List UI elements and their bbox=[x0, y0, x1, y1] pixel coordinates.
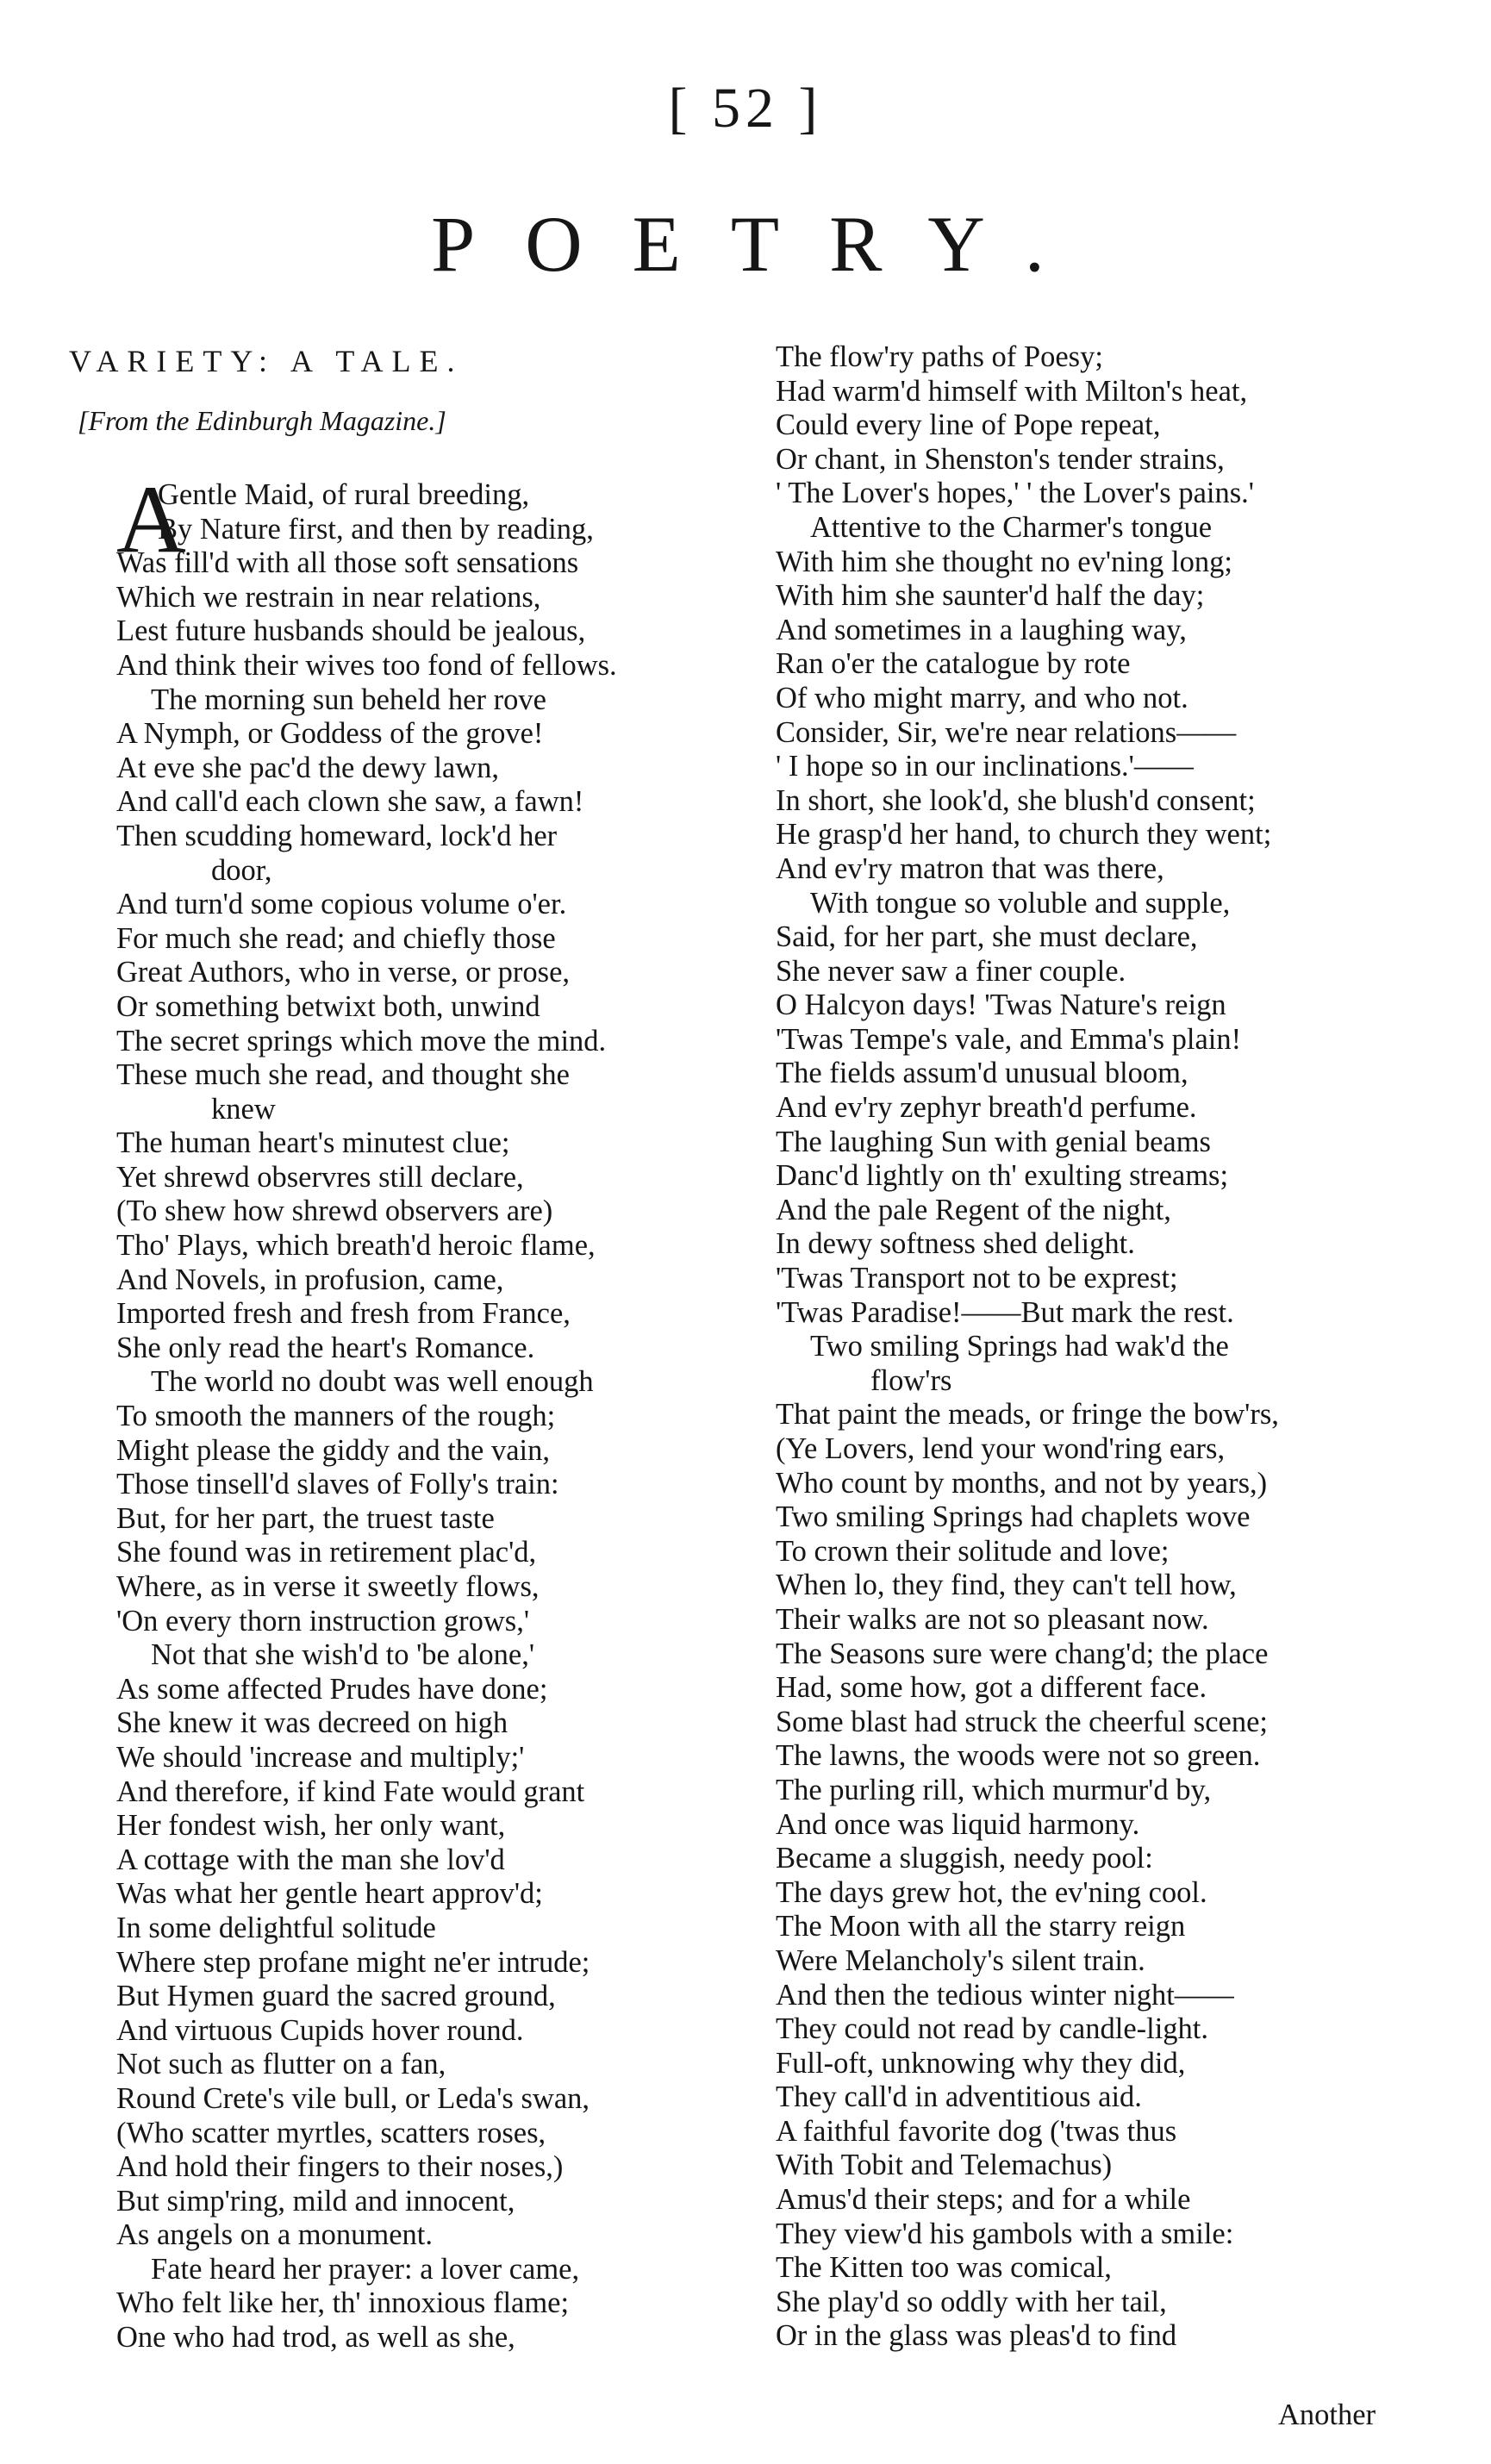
poem-line: But simp'ring, mild and innocent, bbox=[116, 2184, 515, 2218]
poem-source: [From the Edinburgh Magazine.] bbox=[78, 405, 446, 436]
left-column bbox=[116, 466, 771, 2355]
poem-line: One who had trod, as well as she, bbox=[116, 2321, 515, 2355]
poem-line: Was what her gentle heart approv'd; bbox=[116, 1877, 543, 1911]
poem-line: The human heart's minutest clue; bbox=[116, 1126, 510, 1160]
poem-line: Two smiling Springs had wak'd the bbox=[810, 1330, 1229, 1363]
poem-line: With tongue so voluble and supple, bbox=[810, 886, 1231, 920]
poem-line: And think their wives too fond of fellows. bbox=[116, 648, 617, 682]
poem-line: She play'd so oddly with her tail, bbox=[776, 2285, 1167, 2318]
poem-line: The laughing Sun with genial beams bbox=[776, 1125, 1211, 1158]
poem-line: The Seasons sure were chang'd; the place bbox=[776, 1637, 1269, 1670]
poem-line: But, for her part, the truest taste bbox=[116, 1501, 495, 1535]
poem-line: The Kitten too was comical, bbox=[776, 2251, 1112, 2285]
poem-line: Said, for her part, she must declare, bbox=[776, 920, 1198, 954]
poem-line: A cottage with the man she lov'd bbox=[116, 1843, 505, 1876]
poem-line: Ran o'er the catalogue by rote bbox=[776, 647, 1131, 681]
poem-line: And hold their fingers to their noses,) bbox=[116, 2150, 564, 2184]
poem-line: Tho' Plays, which breath'd heroic flame, bbox=[116, 1229, 596, 1263]
page-heading: POETRY. bbox=[431, 200, 1095, 288]
poem-line: She only read the heart's Romance. bbox=[116, 1331, 535, 1364]
poem-line: And call'd each clown she saw, a fawn! bbox=[116, 785, 584, 819]
poem-line: The purling rill, which murmur'd by, bbox=[776, 1773, 1212, 1806]
poem-line: Where, as in verse it sweetly flows, bbox=[116, 1570, 540, 1603]
poem-line: Great Authors, who in verse, or prose, bbox=[116, 956, 571, 989]
poem-line: That paint the meads, or fringe the bow'rs, bbox=[776, 1398, 1279, 1432]
poem-line: Not such as flutter on a fan, bbox=[116, 2048, 446, 2081]
poem-line: Danc'd lightly on th' exulting streams; bbox=[776, 1159, 1229, 1193]
poem-line: (Ye Lovers, lend your wond'ring ears, bbox=[776, 1432, 1226, 1465]
poem-line: These much she read, and thought she bbox=[116, 1058, 570, 1092]
poem-line: Full-oft, unknowing why they did, bbox=[776, 2046, 1186, 2080]
poem-line: Those tinsell'd slaves of Folly's train: bbox=[116, 1468, 559, 1501]
poem-line: Might please the giddy and the vain, bbox=[116, 1433, 551, 1467]
poem-line: In dewy softness shed delight. bbox=[776, 1227, 1135, 1261]
poem-line: Of who might marry, and who not. bbox=[776, 681, 1188, 714]
poem-line: ' I hope so in our inclinations.'—— bbox=[776, 750, 1194, 783]
poem-line: Which we restrain in near relations, bbox=[116, 580, 541, 614]
poem-line: With Tobit and Telemachus) bbox=[776, 2149, 1113, 2182]
poem-line: To crown their solitude and love; bbox=[776, 1534, 1170, 1568]
poem-line: The secret springs which move the mind. bbox=[116, 1024, 607, 1057]
poem-line: She found was in retirement plac'd, bbox=[116, 1536, 537, 1569]
poem-line: And turn'd some copious volume o'er. bbox=[116, 888, 567, 921]
poem-line: Some blast had struck the cheerful scene; bbox=[776, 1705, 1268, 1738]
poem-line: Yet shrewd observres still declare, bbox=[116, 1160, 524, 1194]
poem-line: At eve she pac'd the dewy lawn, bbox=[116, 751, 500, 784]
poem-line: With him she saunter'd half the day; bbox=[776, 579, 1205, 613]
poem-line: The days grew hot, the ev'ning cool. bbox=[776, 1875, 1207, 1909]
poem-title: VARIETY: A TALE. bbox=[69, 344, 464, 378]
poem-line: O Halcyon days! 'Twas Nature's reign bbox=[776, 989, 1226, 1022]
poem-line: Imported fresh and fresh from France, bbox=[116, 1297, 571, 1331]
poem-line: The flow'ry paths of Poesy; bbox=[776, 340, 1103, 373]
poem-line: Gentle Maid, of rural breeding, bbox=[158, 478, 530, 511]
poem-line: And ev'ry zephyr breath'd perfume. bbox=[776, 1091, 1197, 1125]
poem-line: And sometimes in a laughing way, bbox=[776, 613, 1187, 646]
poem-line: Amus'd their steps; and for a while bbox=[776, 2183, 1191, 2217]
poem-line: And once was liquid harmony. bbox=[776, 1807, 1140, 1841]
poem-line: As some affected Prudes have done; bbox=[116, 1672, 548, 1706]
poem-line: The fields assum'd unusual bloom, bbox=[776, 1057, 1188, 1090]
poem-line: The Moon with all the starry reign bbox=[776, 1910, 1186, 1943]
poem-line: And Novels, in profusion, came, bbox=[116, 1263, 504, 1296]
poem-line: Two smiling Springs had chaplets wove bbox=[776, 1500, 1251, 1534]
poem-line: In some delightful solitude bbox=[116, 1911, 436, 1944]
poem-line: Attentive to the Charmer's tongue bbox=[810, 510, 1213, 544]
poem-line: As angels on a monument. bbox=[116, 2218, 433, 2252]
poem-line: They could not read by candle-light. bbox=[776, 2012, 1209, 2046]
poem-line: knew bbox=[211, 1092, 276, 1126]
poem-line: Round Crete's vile bull, or Leda's swan, bbox=[116, 2081, 590, 2115]
poem-line: Not that she wish'd to 'be alone,' bbox=[151, 1638, 535, 1672]
poem-line: He grasp'd her hand, to church they went; bbox=[776, 818, 1272, 851]
poem-line: In short, she look'd, she blush'd consent; bbox=[776, 783, 1256, 817]
poem-line: Was fill'd with all those soft sensations bbox=[116, 546, 579, 580]
poem-line: She knew it was decreed on high bbox=[116, 1706, 508, 1740]
page-number: [ 52 ] bbox=[668, 77, 823, 140]
poem-line: For much she read; and chiefly those bbox=[116, 921, 556, 955]
poem-line: 'Twas Paradise!——But mark the rest. bbox=[776, 1295, 1234, 1329]
poem-line: Consider, Sir, we're near relations—— bbox=[776, 715, 1237, 749]
poem-line: And then the tedious winter night—— bbox=[776, 1978, 1234, 2012]
poem-line: Lest future husbands should be jealous, bbox=[116, 614, 586, 648]
poem-line: And ev'ry matron that was there, bbox=[776, 851, 1164, 885]
poem-line: They call'd in adventitious aid. bbox=[776, 2080, 1142, 2114]
poem-line: To smooth the manners of the rough; bbox=[116, 1400, 556, 1433]
poem-line: Had, some how, got a different face. bbox=[776, 1671, 1207, 1705]
poem-line: 'Twas Tempe's vale, and Emma's plain! bbox=[776, 1022, 1242, 1056]
poem-line: By Nature first, and then by reading, bbox=[158, 512, 594, 546]
poem-line: Who felt like her, th' innoxious flame; bbox=[116, 2286, 570, 2320]
poem-line: They view'd his gambols with a smile: bbox=[776, 2217, 1234, 2250]
poem-line: When lo, they find, they can't tell how, bbox=[776, 1569, 1237, 1602]
poem-line: And the pale Regent of the night, bbox=[776, 1193, 1171, 1226]
poem-line: Became a sluggish, needy pool: bbox=[776, 1842, 1153, 1875]
poem-line: ' The Lover's hopes,' ' the Lover's pains.' bbox=[776, 477, 1254, 510]
poem-line: Could every line of Pope repeat, bbox=[776, 409, 1161, 442]
poem-line: Or something betwixt both, unwind bbox=[116, 989, 540, 1023]
poem-line: With him she thought no ev'ning long; bbox=[776, 545, 1232, 578]
right-column bbox=[776, 340, 1396, 2354]
poem-line: And virtuous Cupids hover round. bbox=[116, 2013, 524, 2047]
poem-line: 'Twas Transport not to be exprest; bbox=[776, 1262, 1178, 1295]
poem-line: Then scudding homeward, lock'd her bbox=[116, 819, 558, 852]
poem-line: Their walks are not so pleasant now. bbox=[776, 1602, 1209, 1636]
poem-line: Or in the glass was pleas'd to find bbox=[776, 2319, 1177, 2353]
poem-line: We should 'increase and multiply;' bbox=[116, 1740, 525, 1774]
poem-line: Were Melancholy's silent train. bbox=[776, 1943, 1145, 1977]
poem-line: Or chant, in Shenston's tender strains, bbox=[776, 442, 1225, 476]
poem-line: Fate heard her prayer: a lover came, bbox=[151, 2252, 580, 2286]
catchword: Another bbox=[1278, 2399, 1376, 2431]
poem-line: Who count by months, and not by years,) bbox=[776, 1466, 1268, 1500]
poem-line: flow'rs bbox=[870, 1363, 952, 1397]
drop-cap: A bbox=[116, 466, 186, 573]
poem-line: And therefore, if kind Fate would grant bbox=[116, 1775, 585, 1808]
poem-line: The lawns, the woods were not so green. bbox=[776, 1739, 1261, 1773]
poem-line: Had warm'd himself with Milton's heat, bbox=[776, 374, 1248, 408]
poem-line: door, bbox=[211, 853, 272, 887]
poem-line: A faithful favorite dog ('twas thus bbox=[776, 2114, 1177, 2148]
poem-line: (To shew how shrewd observers are) bbox=[116, 1195, 553, 1228]
poem-line: A Nymph, or Goddess of the grove! bbox=[116, 717, 544, 751]
poem-line: The morning sun beheld her rove bbox=[151, 683, 546, 716]
poem-line: She never saw a finer couple. bbox=[776, 954, 1126, 988]
poem-line: The world no doubt was well enough bbox=[151, 1365, 594, 1399]
poem-line: But Hymen guard the sacred ground, bbox=[116, 1980, 556, 2013]
poem-line: Where step profane might ne'er intrude; bbox=[116, 1945, 590, 1979]
poem-line: 'On every thorn instruction grows,' bbox=[116, 1604, 530, 1637]
poem-line: Her fondest wish, her only want, bbox=[116, 1809, 506, 1843]
poem-line: (Who scatter myrtles, scatters roses, bbox=[116, 2116, 546, 2149]
